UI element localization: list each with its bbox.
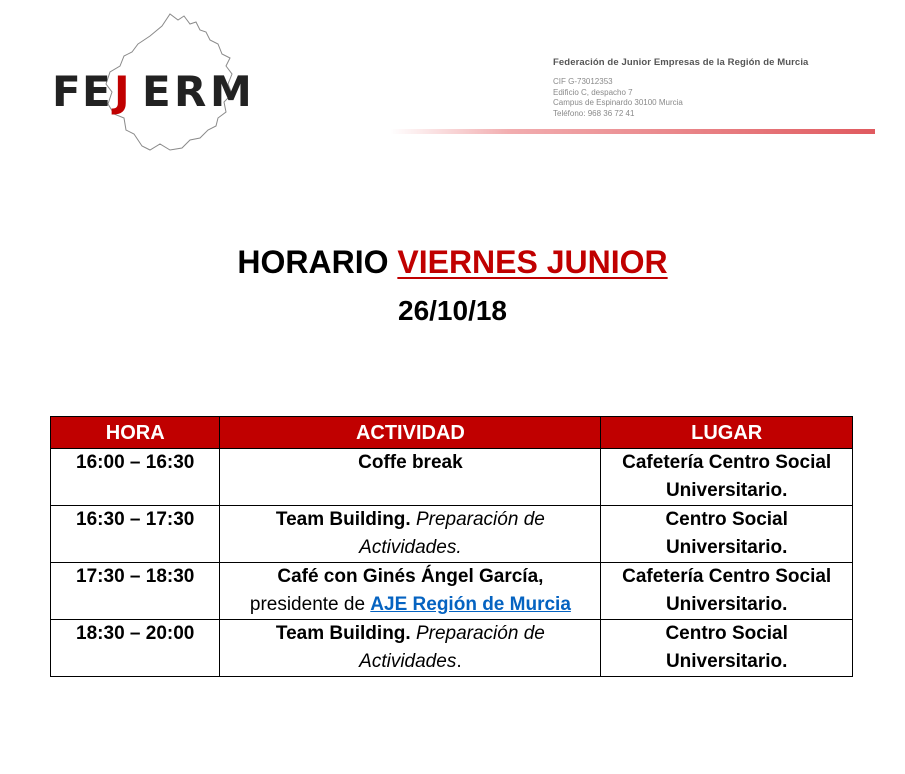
table-header-row [51,417,853,449]
org-name: Federación de Junior Empresas de la Región de Murcia [553,57,809,68]
activity-detail: Preparación de Actividades [359,623,545,672]
cell-actividad [220,506,601,563]
activity-end: . [456,651,462,672]
org-cif: CIF G-73012353 [553,77,613,86]
page-title [0,241,905,283]
cell-actividad [220,449,601,506]
logo-text [52,67,252,116]
header-hora: HORA [51,417,220,449]
svg-text:E: E [82,67,111,116]
cell-actividad [220,563,601,620]
cell-lugar: Centro Social Universitario. [601,620,853,677]
activity-detail: Preparación de Actividades. [359,509,545,558]
org-address: Campus de Espinardo 30100 Murcia [553,98,683,107]
cell-lugar: Cafetería Centro Social Universitario. [601,449,853,506]
table-row [51,563,853,620]
activity-title: Café con Ginés Ángel García, [277,566,544,587]
title-prefix: HORARIO [237,244,398,280]
table-row [51,620,853,677]
activity-title: Coffe break [358,452,463,473]
cell-lugar: Centro Social Universitario. [601,506,853,563]
activity-title: Team Building. [275,509,411,530]
header-divider [390,129,875,134]
cell-hora: 17:30 – 18:30 [51,563,220,620]
activity-detail: presidente de [249,594,371,615]
event-date: 26/10/18 [398,295,507,326]
cell-hora: 16:30 – 17:30 [51,506,220,563]
svg-text:M: M [210,67,252,116]
cell-hora: 18:30 – 20:00 [51,620,220,677]
activity-title: Team Building. [275,623,411,644]
aje-link[interactable]: AJE Región de Murcia [370,594,571,615]
table-row [51,449,853,506]
fejerm-logo [50,8,280,158]
header-lugar: LUGAR [601,417,853,449]
svg-text:E: E [142,67,171,116]
header-actividad: ACTIVIDAD [220,417,601,449]
cell-actividad [220,620,601,677]
svg-text:R: R [174,67,207,116]
org-phone: Teléfono: 968 36 72 41 [553,108,635,118]
org-info [553,57,808,119]
svg-text:F: F [52,67,81,116]
table-row [51,506,853,563]
org-building: Edificio C, despacho 7 [553,87,633,97]
title-highlight: VIERNES JUNIOR [397,244,668,280]
svg-text:J: J [114,67,130,116]
cell-hora: 16:00 – 16:30 [51,449,220,506]
cell-lugar: Cafetería Centro Social Universitario. [601,563,853,620]
schedule-table [50,416,853,677]
